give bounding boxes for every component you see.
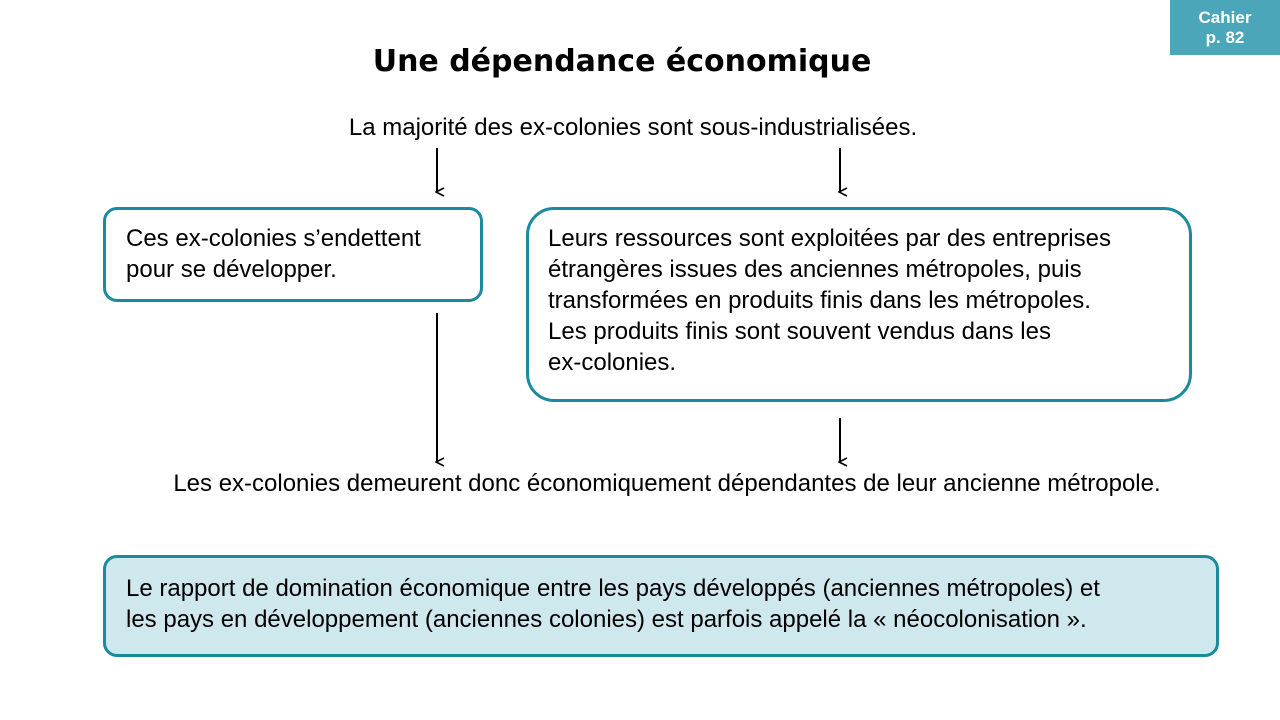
slide-title: Une dépendance économique [372,44,872,79]
note-box-line: Le rapport de domination économique entre les pays développés (anciennes métropoles) et [126,575,1100,602]
conclusion-statement: Les ex-colonies demeurent donc économiquement dépendantes de leur ancienne métropole. [173,470,1161,497]
top-statement: La majorité des ex-colonies sont sous-industrialisées. [348,114,918,141]
note-box-line: les pays en développement (anciennes colonies) est parfois appelé la « néocolonisation ». [126,606,1087,633]
resources-box [526,207,1192,402]
badge-page-number: p. 82 [1205,27,1245,47]
resources-box-line: transformées en produits finis dans les métropoles. [548,287,1091,314]
badge-label: Cahier [1198,7,1252,27]
resources-box-line: étrangères issues des anciennes métropoles, puis [548,256,1082,283]
neocolonisation-note-box [103,555,1219,657]
debt-box-line: pour se développer. [126,256,337,283]
resources-box-line: ex-colonies. [548,349,677,376]
debt-box [103,207,483,302]
resources-box-line: Les produits finis sont souvent vendus dans les [548,318,1051,345]
debt-box-line: Ces ex-colonies s’endettent [126,225,421,252]
resources-box-line: Leurs ressources sont exploitées par des entreprises [548,225,1111,252]
